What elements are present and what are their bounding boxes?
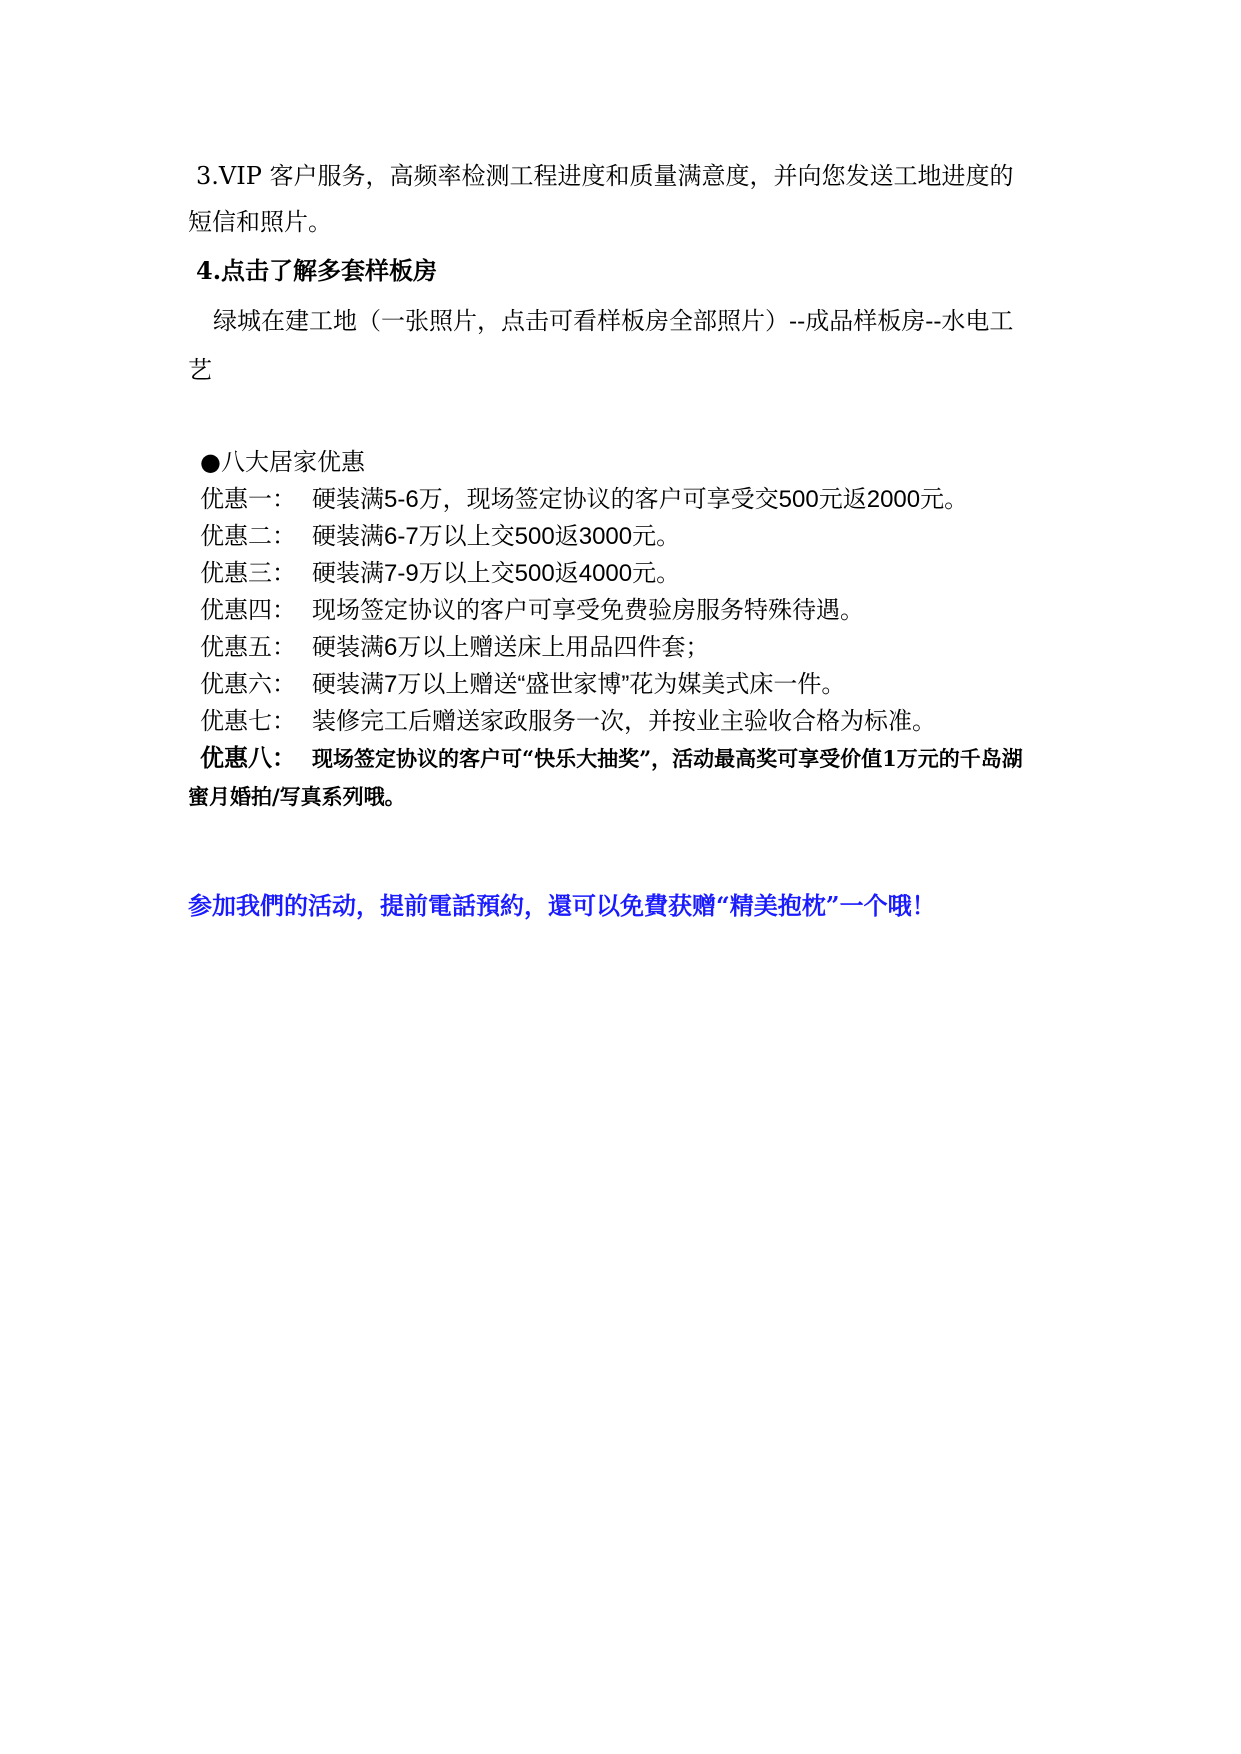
offer-text: 硬装满7-9万以上交500返4000元。 [312,560,681,587]
section4-body-line1: 绿城在建工地（一张照片，点击可看样板房全部照片）--成品样板房--水电工 [213,307,1014,335]
section3-line2: 短信和照片。 [188,208,332,236]
section4-heading: 4.点击了解多套样板房 [196,256,438,285]
section3-line1: 3.VIP 客户服务，高频率检测工程进度和质量满意度，并向您发送工地进度的 [196,162,1014,190]
offer-text: 硬装满6-7万以上交500返3000元。 [312,523,681,550]
offer-text: 硬装满7万以上赠送“盛世家博”花为媒美式床一件。 [312,671,846,698]
promo-text: 参加我們的活动，提前電話預約，還可以免費获赠“精美抱枕”一个哦！ [188,891,936,920]
offer-item-2 [200,521,680,552]
offer-item-3 [200,558,680,589]
offer-item-1 [200,484,968,515]
offer-label: 优惠五： [200,633,296,661]
offer-label: 优惠三： [200,559,296,587]
offer-item-8 [200,743,1023,774]
offer-item-4 [200,595,864,625]
offer-item-8-continued: 蜜月婚拍/写真系列哦。 [188,784,406,809]
offer-label: 优惠八： [200,743,296,772]
offer-text: 硬装满6万以上赠送床上用品四件套； [312,634,710,661]
offer-label: 优惠七： [200,707,296,735]
offer-label: 优惠二： [200,522,296,550]
offer-item-6 [200,669,845,700]
offer-text: 装修完工后赠送家政服务一次，并按业主验收合格为标准。 [312,707,936,735]
offer-text: 现场签定协议的客户可“快乐大抽奖”，活动最高奖可享受价值1万元的千岛湖 [312,746,1023,771]
offer-item-7 [200,706,936,736]
offer-item-5 [200,632,709,663]
section4-body-line2: 艺 [188,356,212,384]
offer-label: 优惠六： [200,670,296,698]
offer-text: 硬装满5-6万，现场签定协议的客户可享受交500元返2000元。 [312,486,969,513]
offer-label: 优惠四： [200,596,296,624]
offers-title: ●八大居家优惠 [200,448,365,476]
offer-label: 优惠一： [200,485,296,513]
offer-text: 现场签定协议的客户可享受免费验房服务特殊待遇。 [312,596,864,624]
